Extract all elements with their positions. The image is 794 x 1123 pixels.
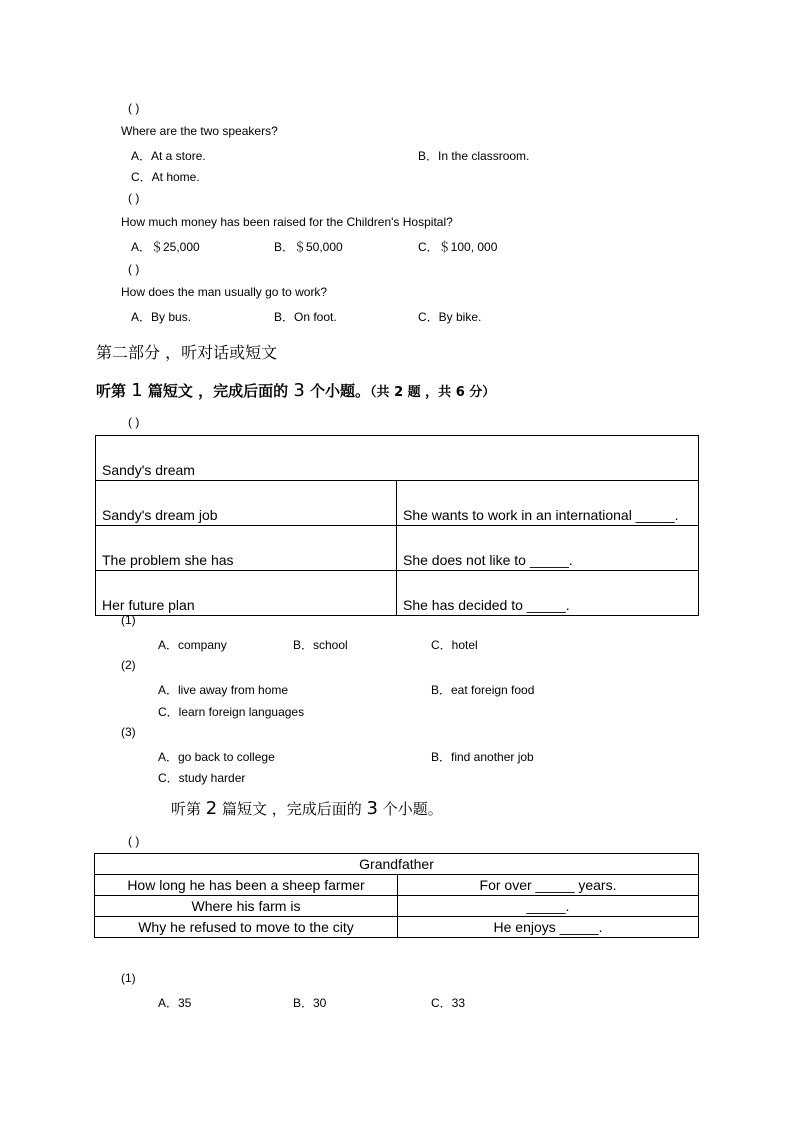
table-cell-blank: For over _____ years.	[398, 875, 699, 896]
option-c: C．At home.	[131, 170, 200, 184]
option-c: C．learn foreign languages	[158, 705, 305, 719]
option-c: C．33	[431, 996, 466, 1010]
table-cell-blank: She wants to work in an international _____.	[397, 481, 699, 526]
subquestion-number: (1)	[121, 971, 136, 985]
subquestion-number: (2)	[121, 658, 136, 672]
section-title: 第二部分 ，听对话或短文	[96, 343, 278, 362]
passage-1-heading: 听第 1 篇短文 ，完成后面的 3 个小题。（共 2 题 ，共 6 分）	[96, 380, 496, 401]
option-b: B．find another job	[431, 750, 534, 764]
table-row	[95, 854, 699, 875]
option-a: A．35	[158, 996, 192, 1010]
table-row	[95, 917, 699, 938]
option-a: A．At a store.	[131, 149, 206, 163]
option-b: B．30	[293, 996, 327, 1010]
table-cell: Where his farm is	[95, 896, 398, 917]
option-c: C．study harder	[158, 771, 246, 785]
option-b: B．eat foreign food	[431, 683, 535, 697]
answer-blank[interactable]: ( )	[128, 101, 140, 115]
passage-1-table	[95, 435, 699, 616]
table-row	[96, 436, 699, 481]
option-c: C．hotel	[431, 638, 478, 652]
table-row	[96, 481, 699, 526]
table-row	[96, 571, 699, 616]
subquestion-number: (3)	[121, 725, 136, 739]
option-a: A．company	[158, 638, 227, 652]
answer-blank[interactable]: ( )	[128, 415, 140, 429]
passage-2-table	[94, 853, 699, 938]
answer-blank[interactable]: ( )	[128, 191, 140, 205]
table-row	[96, 526, 699, 571]
option-b: B．school	[293, 638, 348, 652]
table-cell-blank: She does not like to _____.	[397, 526, 699, 571]
option-c: C．By bike.	[418, 310, 482, 324]
question-text: How does the man usually go to work?	[121, 285, 328, 299]
option-b: B．On foot.	[274, 310, 337, 324]
table-header: Grandfather	[95, 854, 699, 875]
option-b: B．＄50,000	[274, 240, 343, 254]
option-a: A．go back to college	[158, 750, 275, 764]
passage-2-heading: 听第 2 篇短文 ，完成后面的 3 个小题。	[171, 798, 443, 819]
option-a: A．＄25,000	[131, 240, 200, 254]
table-cell: The problem she has	[96, 526, 397, 571]
table-row	[95, 896, 699, 917]
table-cell-blank: He enjoys _____.	[398, 917, 699, 938]
question-text: Where are the two speakers?	[121, 124, 278, 138]
answer-blank[interactable]: ( )	[128, 262, 140, 276]
table-cell-blank: She has decided to _____.	[397, 571, 699, 616]
table-cell-blank: _____.	[398, 896, 699, 917]
option-c: C．＄100, 000	[418, 240, 498, 254]
subquestion-number: (1)	[121, 613, 136, 627]
table-header: Sandy's dream	[96, 436, 699, 481]
table-cell: Sandy's dream job	[96, 481, 397, 526]
option-a: A．live away from home	[158, 683, 289, 697]
option-a: A．By bus.	[131, 310, 192, 324]
table-row	[95, 875, 699, 896]
table-cell: How long he has been a sheep farmer	[95, 875, 398, 896]
table-cell: Her future plan	[96, 571, 397, 616]
answer-blank[interactable]: ( )	[128, 834, 140, 848]
question-text: How much money has been raised for the Children's Hospital?	[121, 215, 453, 229]
option-b: B．In the classroom.	[418, 149, 530, 163]
table-cell: Why he refused to move to the city	[95, 917, 398, 938]
